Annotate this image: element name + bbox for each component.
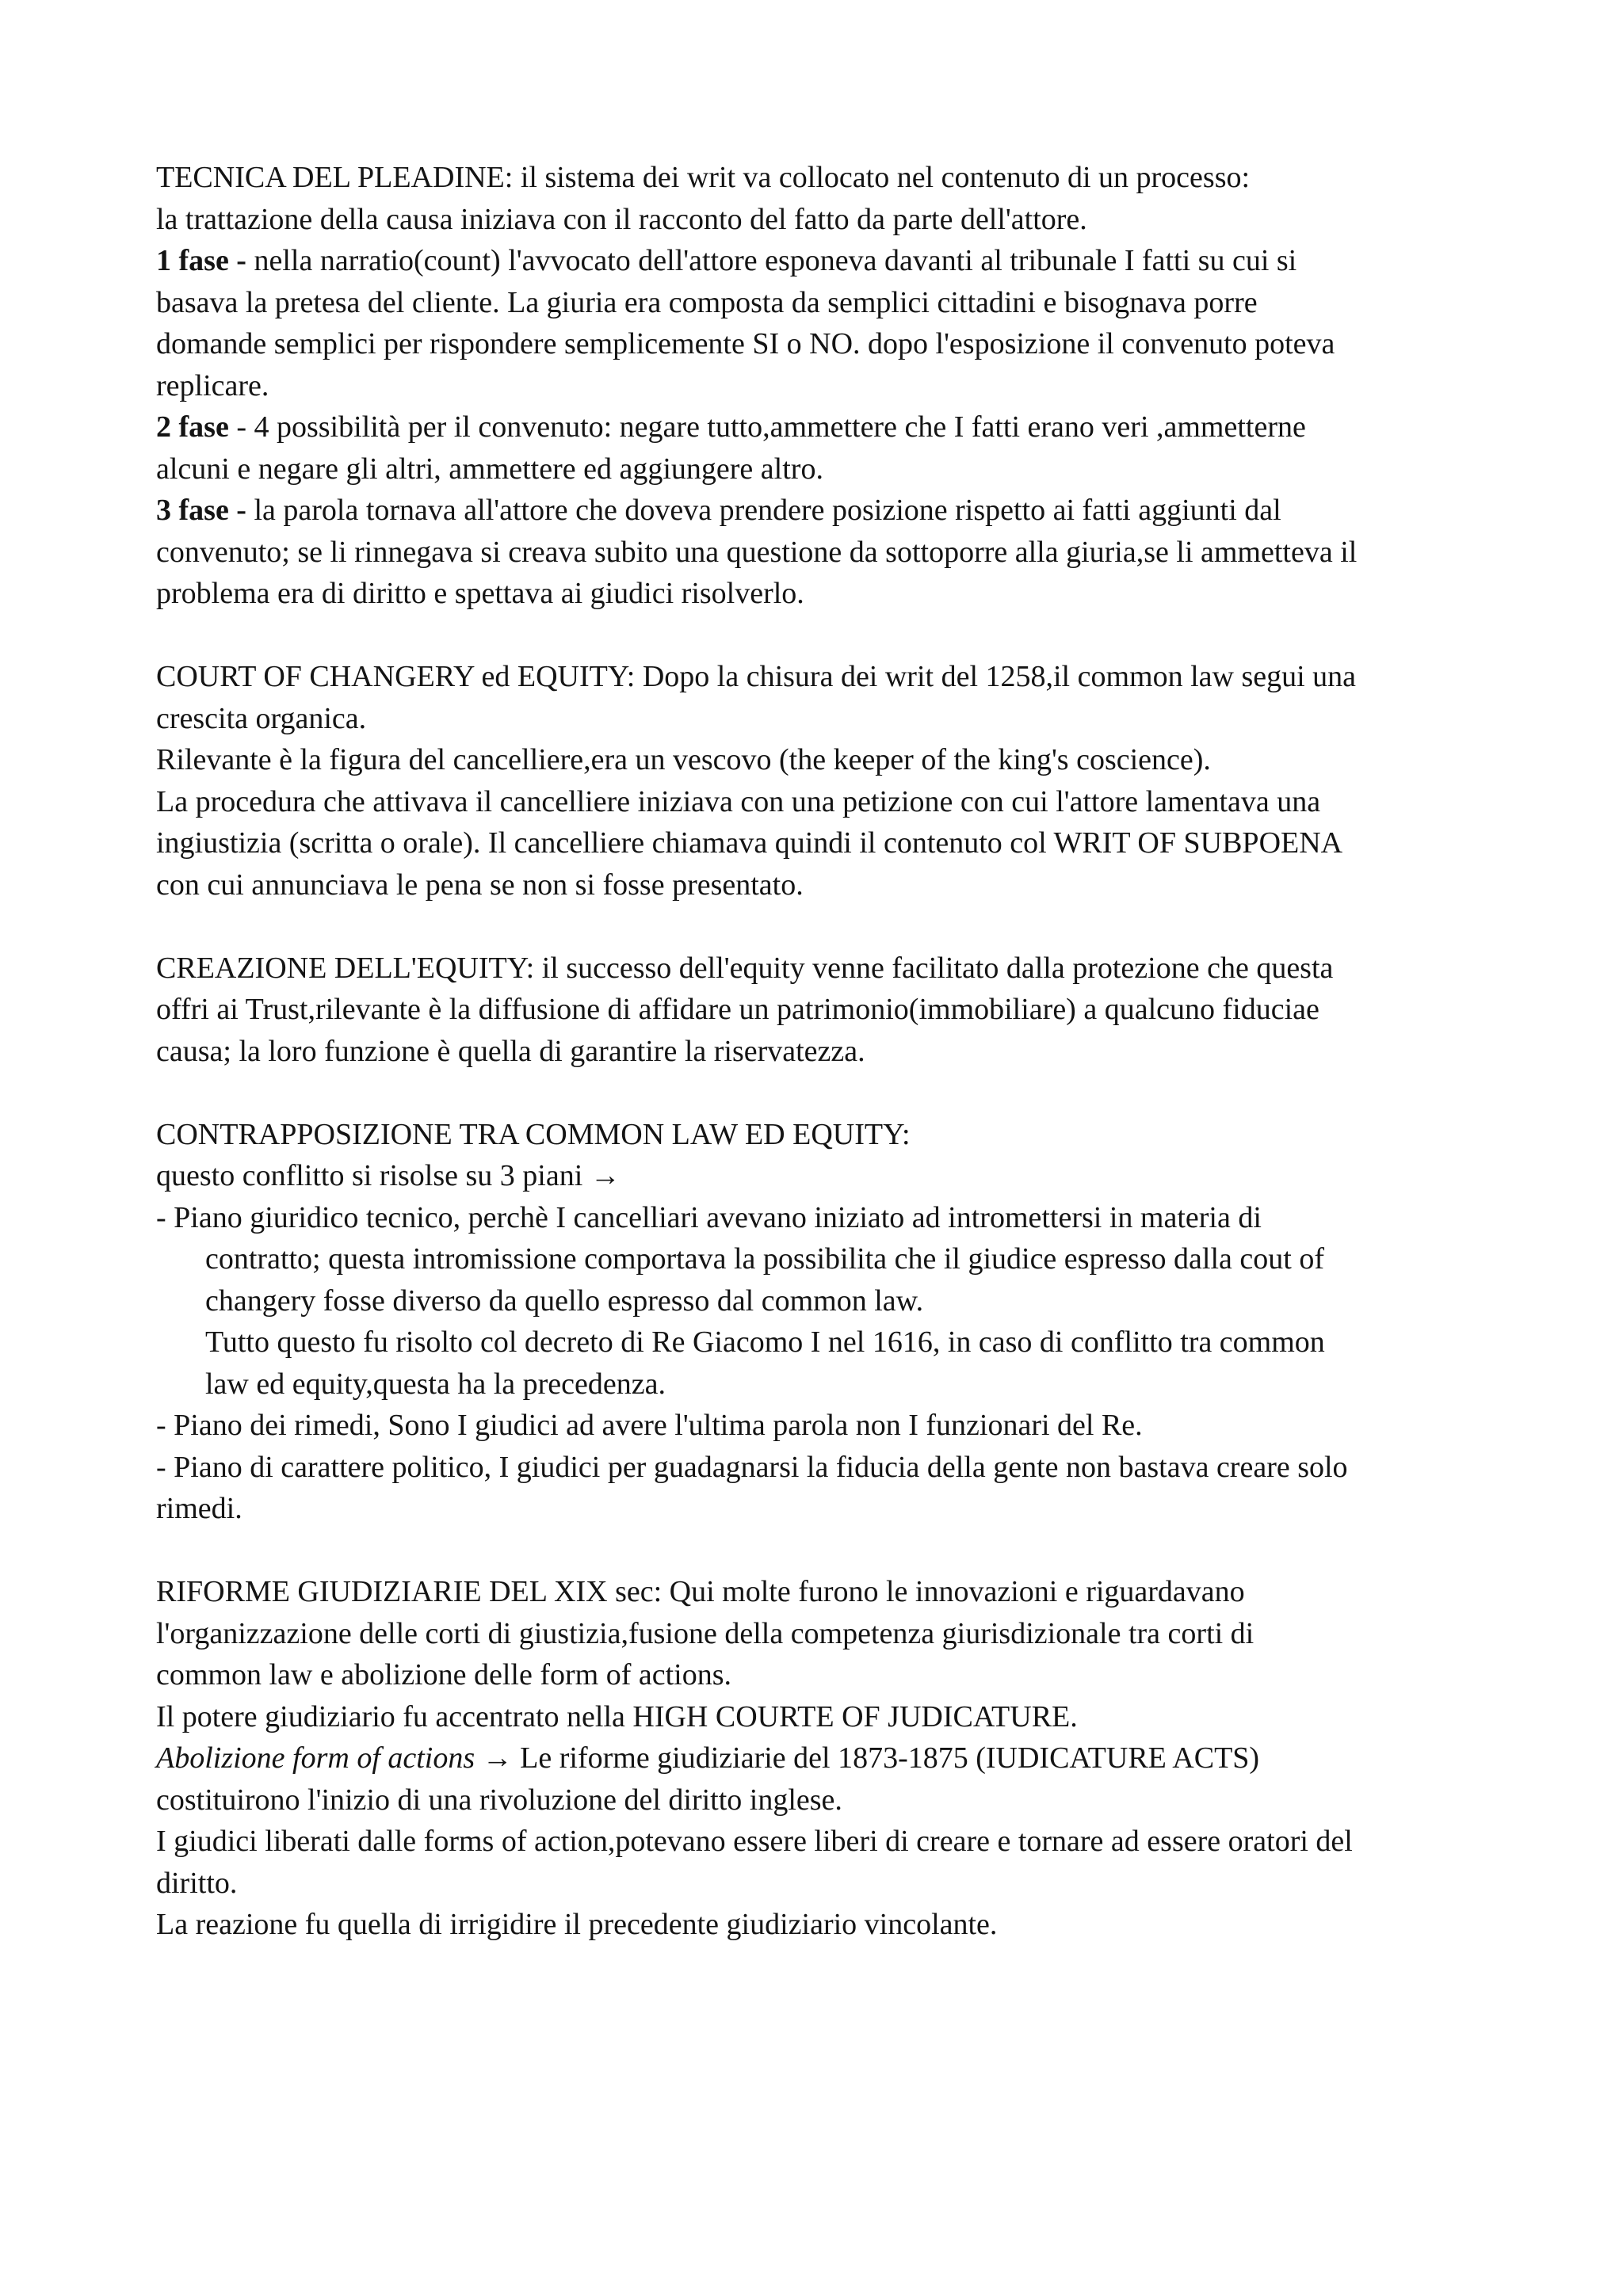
paragraph-line: common law e abolizione delle form of actions. bbox=[156, 1658, 731, 1691]
phase-1-text: nella narratio(count) l'avvocato dell'attore esponeva davanti al tribunale I fatti su cui si bbox=[246, 244, 1297, 277]
paragraph-line: alcuni e negare gli altri, ammettere ed aggiungere altro. bbox=[156, 452, 823, 486]
section-spacer bbox=[156, 1530, 1487, 1572]
paragraph-line: I giudici liberati dalle forms of action,potevano essere liberi di creare e tornare ad essere oratori del bbox=[156, 1825, 1353, 1858]
paragraph-line: RIFORME GIUDIZIARIE DEL XIX sec: Qui molte furono le innovazioni e riguardavano bbox=[156, 1575, 1245, 1608]
paragraph-line: La procedura che attivava il cancelliere iniziava con una petizione con cui l'attore lamentava una bbox=[156, 784, 1321, 818]
phase-2-label: 2 fase bbox=[156, 410, 229, 444]
section-chancery bbox=[156, 656, 1487, 906]
document-body bbox=[156, 157, 1487, 1946]
paragraph-line: ingiustizia (scritta o orale). Il cancelliere chiamava quindi il contenuto col WRIT OF SUBPOENA bbox=[156, 826, 1343, 860]
abolition-label: Abolizione form of actions bbox=[156, 1741, 475, 1775]
paragraph-line: causa; la loro funzione è quella di garantire la riservatezza. bbox=[156, 1034, 865, 1068]
phase-3-text: la parola tornava all'attore che doveva prendere posizione rispetto ai fatti aggiunti dal bbox=[246, 494, 1281, 527]
paragraph-line: basava la pretesa del cliente. La giuria era composta da semplici cittadini e bisognava porre bbox=[156, 285, 1258, 319]
bullet-item: - Piano dei rimedi, Sono I giudici ad avere l'ultima parola non I funzionari del Re. bbox=[156, 1409, 1143, 1442]
phase-1-line bbox=[156, 240, 1487, 282]
paragraph-line: offri ai Trust,rilevante è la diffusione di affidare un patrimonio(immobiliare) a qualcuno fiduciae bbox=[156, 993, 1319, 1026]
section-pleading bbox=[156, 157, 1487, 615]
paragraph-line: problema era di diritto e spettava ai giudici risolverlo. bbox=[156, 577, 804, 610]
phase-2-text: - 4 possibilità per il convenuto: negare tutto,ammettere che I fatti erano veri ,ammetterne bbox=[228, 410, 1306, 444]
section-contrast bbox=[156, 1114, 1487, 1530]
paragraph-line: costituirono l'inizio di una rivoluzione del diritto inglese. bbox=[156, 1783, 842, 1817]
section-spacer bbox=[156, 615, 1487, 657]
section-spacer bbox=[156, 906, 1487, 948]
paragraph-line: COURT OF CHANGERY ed EQUITY: Dopo la chisura dei writ del 1258,il common law segui una bbox=[156, 660, 1357, 693]
phase-2-line bbox=[156, 406, 1487, 448]
paragraph-line: Rilevante è la figura del cancelliere,era un vescovo (the keeper of the king's coscience). bbox=[156, 743, 1211, 776]
bullet-item: - Piano di carattere politico, I giudici per guadagnarsi la fiducia della gente non bastava creare solo bbox=[156, 1450, 1348, 1484]
paragraph-line: La reazione fu quella di irrigidire il precedente giudiziario vincolante. bbox=[156, 1908, 998, 1941]
paragraph-line: l'organizzazione delle corti di giustizia,fusione della competenza giurisdizionale tra corti di bbox=[156, 1616, 1254, 1650]
paragraph-line: replicare. bbox=[156, 368, 269, 402]
bullet-continuation: changery fosse diverso da quello espresso dal common law. bbox=[205, 1283, 924, 1318]
section-reforms bbox=[156, 1571, 1487, 1946]
paragraph-line: questo conflitto si risolse su 3 piani → bbox=[156, 1159, 621, 1192]
paragraph-line: con cui annunciava le pena se non si fosse presentato. bbox=[156, 868, 804, 902]
phase-1-label: 1 fase - bbox=[156, 244, 246, 277]
paragraph-line: CREAZIONE DELL'EQUITY: il successo dell'equity venne facilitato dalla protezione che questa bbox=[156, 951, 1334, 985]
paragraph-line: rimedi. bbox=[156, 1492, 242, 1525]
paragraph-line: domande semplici per rispondere semplicemente SI o NO. dopo l'esposizione il convenuto poteva bbox=[156, 327, 1335, 360]
paragraph-line: CONTRAPPOSIZIONE TRA COMMON LAW ED EQUITY: bbox=[156, 1117, 911, 1151]
section-equity-creation bbox=[156, 948, 1487, 1073]
paragraph-line: crescita organica. bbox=[156, 701, 367, 735]
abolition-text: → Le riforme giudiziarie del 1873-1875 (IUDICATURE ACTS) bbox=[475, 1741, 1260, 1775]
paragraph-line: Il potere giudiziario fu accentrato nella HIGH COURTE OF JUDICATURE. bbox=[156, 1699, 1078, 1733]
paragraph-line: convenuto; se li rinnegava si creava subito una questione da sottoporre alla giuria,se li ammetteva il bbox=[156, 535, 1358, 569]
paragraph-line: TECNICA DEL PLEADINE: il sistema dei writ va collocato nel contenuto di un processo: bbox=[156, 161, 1251, 194]
bullet-item: - Piano giuridico tecnico, perchè I cancelliari avevano iniziato ad intromettersi in materia di bbox=[156, 1200, 1262, 1234]
phase-3-label: 3 fase - bbox=[156, 494, 246, 527]
bullet-continuation: law ed equity,questa ha la precedenza. bbox=[205, 1367, 666, 1401]
bullet-continuation: Tutto questo fu risolto col decreto di Re Giacomo I nel 1616, in caso di conflitto tra common bbox=[205, 1325, 1325, 1359]
section-spacer bbox=[156, 1072, 1487, 1114]
bullet-continuation: contratto; questa intromissione comportava la possibilita che il giudice espresso dalla cout of bbox=[205, 1242, 1324, 1276]
paragraph-line: la trattazione della causa iniziava con il racconto del fatto da parte dell'attore. bbox=[156, 202, 1087, 236]
paragraph-line: diritto. bbox=[156, 1866, 238, 1900]
phase-3-line bbox=[156, 490, 1487, 532]
abolition-line bbox=[156, 1737, 1487, 1779]
